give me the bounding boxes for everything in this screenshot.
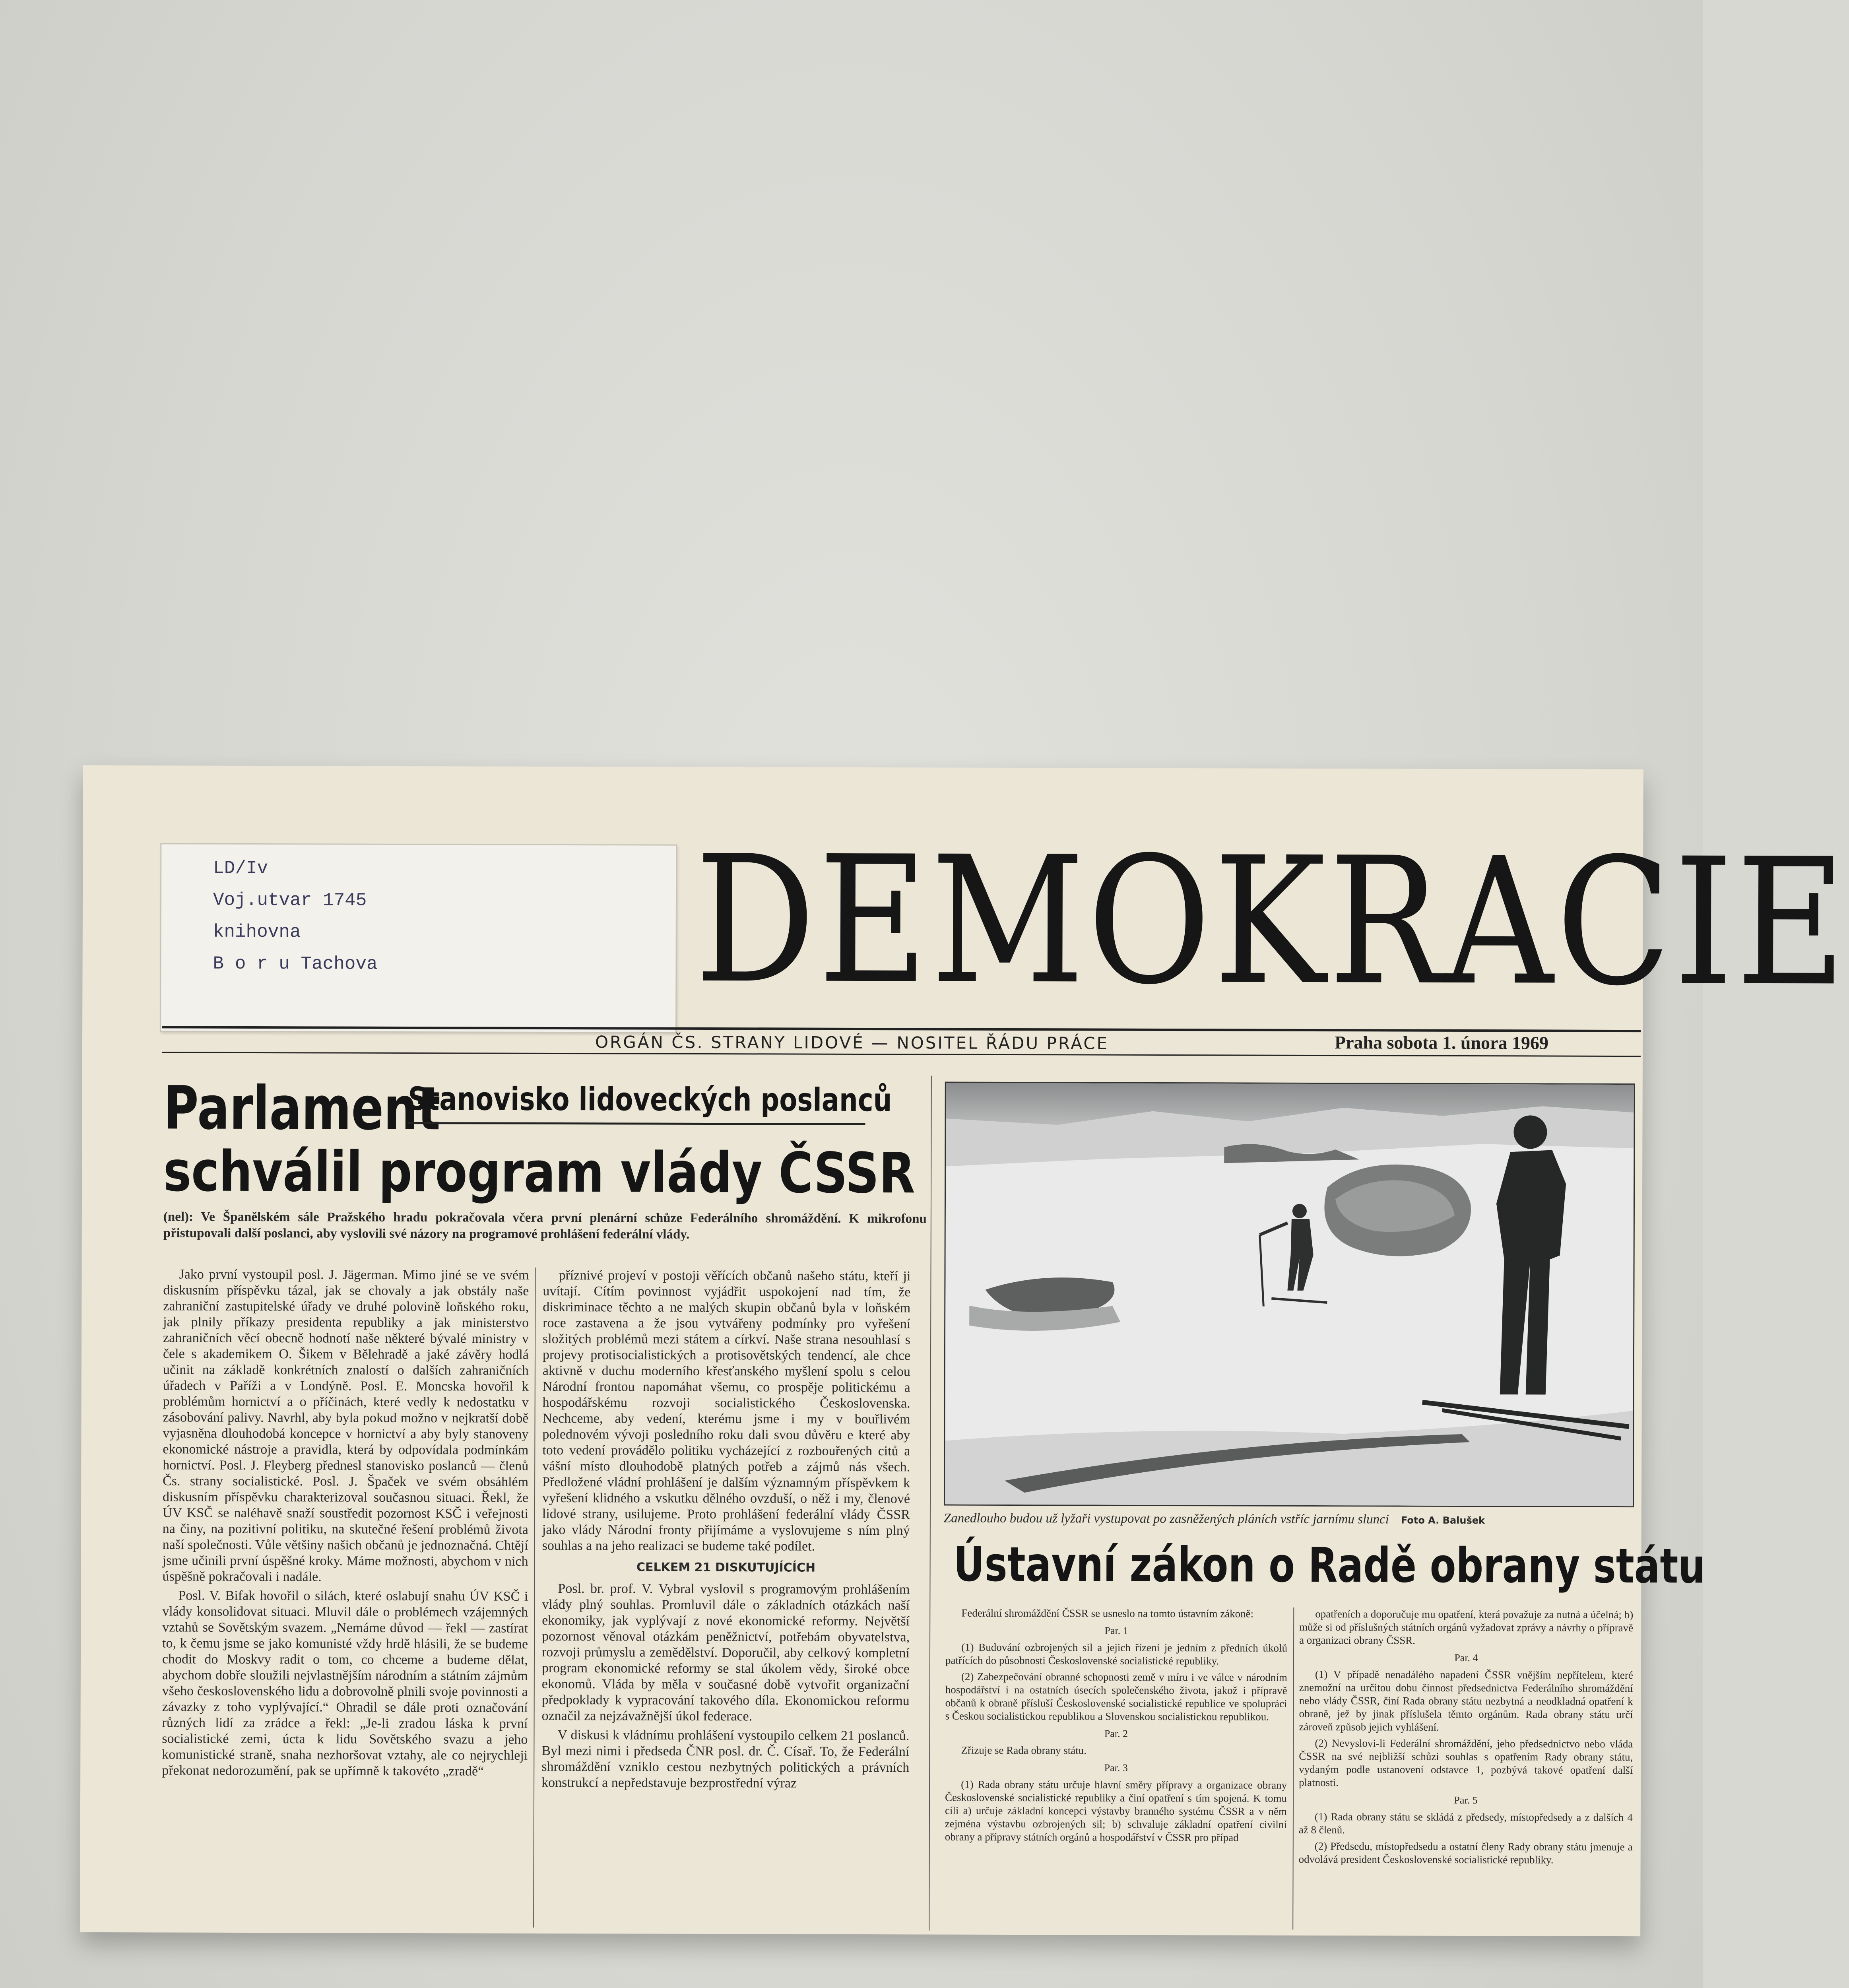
- law-paragraph: (2) Nevyslovi-li Federální shromáždění, jeho předsednictvo nebo vláda ČSSR na své nejbližší schůzi souhlas s opatřením Rady obrany státu, vydaným podle ustanovení odstavce 1, pozbývá takové opatření další platnosti.: [1299, 1737, 1633, 1789]
- stamp-line: B o r u Tachova: [213, 953, 378, 975]
- law-column-1: [945, 1607, 1287, 1934]
- article-paragraph: Posl. V. Bifak hovořil o silách, které oslabují snahu ÚV KSČ i vlády konsolidovat situaci. Mluvil dále o problémech vzájemných vztahů se Sovětským svazem. „Nemáme důvod — řekl — zastírat to, k čemu jsme se jako komunisté vždy hrdě hlásili, že se budeme chodit do Moskvy radit o tom, co chceme a budeme dělat, abychom dobře sloužili nejvlastnějším národním a státním zájmům všeho československého lidu a dobrovolně plnili svoje povinnosti a závazky z toho vyplývající.“ Ohradil se dále proti označování různých lidí za zrádce a řekl: „Je-li zradou láska k první socialistické zemi, úcta k lidu Sovětského svazu a jeho komunistické straně, snaha nezhoršovat vztahy, ale co nejrychleji překonat nedorozumění, pak se upřímně k takovéto „zradě“: [162, 1588, 528, 1779]
- stamp-line: Voj.utvar 1745: [213, 889, 367, 911]
- law-column-2: [1298, 1607, 1633, 1934]
- masthead-date: Praha sobota 1. února 1969: [1334, 1032, 1549, 1053]
- lead-side-headline: Stanovisko lidoveckých poslanců: [408, 1080, 892, 1119]
- photo-credit: Foto A. Balušek: [1401, 1514, 1485, 1526]
- photo-caption-text: Zanedlouho budou už lyžaři vystupovat po zasněžených pláních vstříc jarnímu slunci: [943, 1511, 1389, 1527]
- article-column-2: [541, 1268, 910, 1932]
- law-section-label: Par. 3: [1104, 1762, 1128, 1774]
- side-headline-rule: [408, 1122, 865, 1125]
- skiers-photo-image: [945, 1083, 1634, 1507]
- article-paragraph: Jako první vystoupil posl. J. Jägerman. Mimo jiné se ve svém diskusním příspěvku tázal, jak se chovaly a jak obstály naše zahraniční zastupitelské úřady ve druhé polovině loňského roku, jak plnily příkazy presidenta republiky a jak ministerstvo zahraničních věcí obecně hodnotí naše některé bývalé ministry v čele s akademikem O. Šikem v Bělehradě a jaké závěry hodlá učinit na základě konkrétních znalostí o dalších zahraničních úřadech v Paříži a v Londýně. Posl. E. Moncska hovořil k problémům hornictví a o příčinách, které vedly k nedostatku v zásobování palivy. Navrhl, aby byla pokud možno v nejkratší době vyjasněna dlouhodobá koncepce v hornictví a aby byly stanoveny ekonomické nástroje a pravidla, která by odpovídala podmínkám hornictví. Posl. J. Fleyberg přednesl stanovisko poslanců — členů Čs. strany socialistické. Posl. J. Špaček ve svém obsáhlém diskusním příspěvku charakterizoval současnou situaci. Řekl, že ÚV KSČ se naléhavě snaží soustředit pozornost KSČ i veřejnosti na činy, na pozitivní politiku, na skutečné řešení problémů života naší společnosti. Vůle většiny našich občanů je jednoznačná. Chtějí jsme učinili první úspěšné kroky. Máme možnosti, abychom v nich úspěšně pokračovali i nadále.: [162, 1267, 529, 1584]
- stamp-line: knihovna: [213, 921, 301, 943]
- law-paragraph: (1) Rada obrany státu určuje hlavní směry přípravy a organizace obrany Československé socialistické republiky a činí opatření s tím spojená. K tomu cíli a) určuje základní koncepci výstavby branného systému ČSSR a v něm zejména výstavbu ozbrojených sil; b) schvaluje základní opatření civilní obrany a přípravy státních orgánů a hospodářství v ČSSR pro případ: [945, 1778, 1287, 1844]
- law-paragraph: opatřeních a doporučuje mu opatření, která považuje za nutná a účelná; b) může si od příslušných státních orgánů vyžadovat zprávy a návrhy o přípravě a organizaci obrany ČSSR.: [1299, 1607, 1634, 1646]
- lead-headline-2: schválil program vlády ČSSR: [163, 1139, 915, 1206]
- law-section-label: Par. 4: [1454, 1652, 1478, 1664]
- stamp-line: LD/Iv: [213, 858, 268, 879]
- article-subhead: CELKEM 21 DISKUTUJÍCÍCH: [636, 1560, 816, 1575]
- article-paragraph: Posl. br. prof. V. Vybral vyslovil s programovým prohlášením vlády plný souhlas. Promluvil dále o základních otázkách naší ekonomiky, jak vyplývají z nové ekonomické reformy. Největší pozornost věnoval otázkám peněžnictví, potřebám obyvatelstva, rozvoji průmyslu a zemědělství. Doporučil, aby celkový kompletní program ekonomické reformy se stal úkolem vědy, široké obce ekonomů. Vláda by měla v současné době vytvořit organizační předpoklady k vypracování takového díla. Ekonomickou reformu označil za nejzávažnější úkol federace.: [541, 1581, 910, 1724]
- library-stamp-label: [160, 843, 677, 1033]
- article-column-1: [161, 1266, 529, 1931]
- photo-caption: [944, 1511, 1632, 1528]
- law-section-label: Par. 5: [1454, 1794, 1478, 1806]
- law-paragraph: Federální shromáždění ČSSR se usneslo na tomto ústavním zákoně:: [961, 1607, 1254, 1620]
- masthead-organ: ORGÁN ČS. STRANY LIDOVÉ — NOSITEL ŘÁDU PRÁCE: [595, 1032, 1109, 1053]
- masthead-title: DEMOKRACIE: [695, 818, 1849, 1025]
- article-paragraph: příznivé projeví v postoji věřících občanů našeho státu, kteří ji uvítají. Cítím povinnost vyjádřit uspokojení nad tím, že diskriminace těchto a ne malých skupin občanů byla v loňském roce zastavena a že jsou vytvářeny podmínky pro vyřešení složitých problémů mezi státem a církví. Naše strana nesouhlasí s projevy protisocialistických a protisovětských tendencí, ale chce aktivně v duchu moderního křesťanského myšlení spolu s celou Národní frontou napomáhat všemu, co prospěje politickému a hospodářskému rozvoji socialistického Československa. Nechceme, aby vedení, kterému jsme i my v bouřlivém polednovém vývoji posledního roku dali svou důvěru e které aby toto vedení provádělo politiku vycházející z rozbouřených citů a vášní místo dlouhodobě platných potřeb a zájmů nás všech. Předložené vládní prohlášení je dalším významným příspěvkem k vyřešení klidného a vskutku dělného ovzduší, o něž i my, členové lidové strany, usilujeme. Proto prohlášení federální vlády ČSSR jako vlády Národní fronty přijímáme a vyslovujeme s ním plný souhlas a na jeho realizaci se budeme také podílet.: [542, 1268, 911, 1554]
- law-paragraph: Zřizuje se Rada obrany státu.: [961, 1744, 1087, 1757]
- lead-headline-1: Parlament: [163, 1074, 441, 1144]
- skiers-photo: [944, 1082, 1635, 1508]
- law-paragraph: (2) Předsedu, místopředsedu a ostatní členy Rady obrany státu jmenuje a odvolává president Československé socialistické republiky.: [1298, 1840, 1633, 1866]
- law-paragraph: (2) Zabezpečování obranné schopnosti země v míru i ve válce v národním hospodářství i na ostatních úsecích společenského života, jakož i přípravě občanů k obraně přísluší Československé socialistické republice ve spolupráci s Českou socialistickou republikou a Slovenskou socialistickou republikou.: [945, 1670, 1287, 1723]
- newspaper-page: [80, 765, 1849, 1936]
- article-paragraph: V diskusi k vládnímu prohlášení vystoupilo celkem 21 poslanců. Byl mezi nimi i předseda ČNR posl. dr. Č. Císař. To, že Federální shromáždění vzniklo cestou nezbytných politických a právních konstrukcí a nepředstavuje bezprostřední výraz: [541, 1728, 910, 1791]
- column-divider: [929, 1076, 932, 1930]
- law-paragraph: (1) V případě nenadálého napadení ČSSR vnějším nepřítelem, které znemožní na určitou dobu činnost předsednictva Federálního shromáždění nebo vlády ČSSR, činí Rada obrany státu nezbytná a neodkladná opatření k obraně, jež by jinak příslušela těmto orgánům. Rada obrany státu určí zároveň způsob jejich vyhlášení.: [1299, 1668, 1633, 1733]
- column-divider: [1292, 1607, 1294, 1930]
- second-headline: Ústavní zákon o Radě obrany státu: [953, 1537, 1705, 1594]
- law-paragraph: (1) Budování ozbrojených sil a jejich řízení je jedním z předních úkolů patřících do působnosti Československé socialistické republiky.: [945, 1641, 1288, 1667]
- law-section-label: Par. 1: [1104, 1625, 1128, 1637]
- law-section-label: Par. 2: [1104, 1728, 1128, 1740]
- column-divider: [533, 1268, 535, 1928]
- lead-paragraph: (nel): Ve Španělském sále Pražského hradu pokračovala včera první plenární schůze Federálního shromáždění. K mikrofonu přistupovali další poslanci, aby vyslovili své názory na programové prohlášení federální vlády.: [163, 1209, 927, 1242]
- law-paragraph: (1) Rada obrany státu se skládá z předsedy, místopředsedy a z dalších 4 až 8 členů.: [1298, 1810, 1633, 1836]
